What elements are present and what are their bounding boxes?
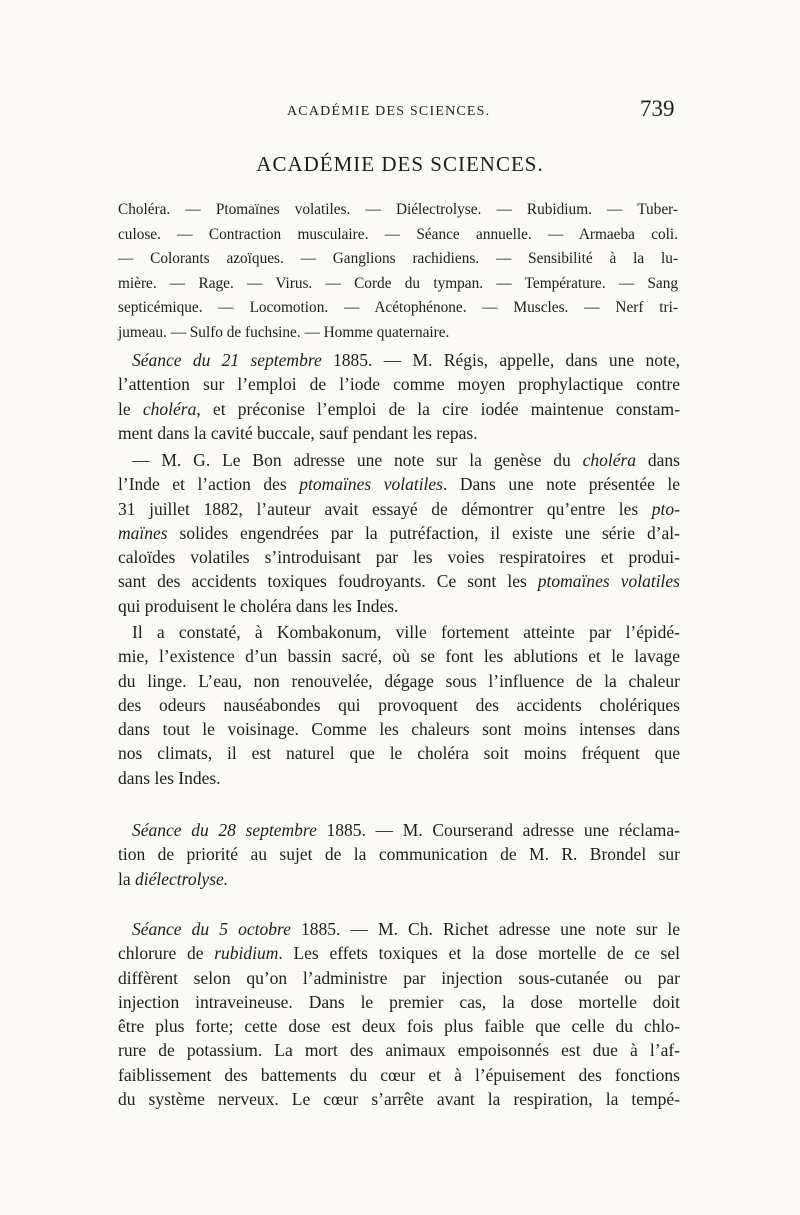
section-title: ACADÉMIE DES SCIENCES. <box>256 152 544 176</box>
page-number: 739 <box>640 96 675 121</box>
paragraph-kombakonum <box>118 620 680 790</box>
paragraph-line: tion de priorité au sujet de la communication de M. R. Brondel sur <box>118 844 680 865</box>
paragraph-line: faiblissement des battements du cœur et à l’épuisement des fonctions <box>118 1064 680 1085</box>
paragraph-line: injection intraveineuse. Dans le premier cas, la dose mortelle doit <box>118 991 680 1012</box>
italic-term: choléra <box>142 398 197 419</box>
text-run: 1885. — M. Ch. Richet adresse une note sur le <box>290 919 680 939</box>
text-run: 1885. — M. Courserand adresse une réclama- <box>316 820 680 840</box>
italic-term: ptomaïnes volatiles <box>537 571 680 592</box>
text-run: l’Inde et l’action des <box>118 474 300 495</box>
italic-term: choléra <box>582 450 637 470</box>
text-run: chlorure de <box>118 943 215 964</box>
running-title: ACADÉMIE DES SCIENCES. <box>287 104 491 119</box>
summary-line: mière. — Rage. — Virus. — Corde du tympan. — Température. — Sang <box>118 274 678 292</box>
text-run: 31 juillet 1882, l’auteur avait essayé de démontrer qu’entre les <box>118 498 652 519</box>
paragraph-line: ment dans la cavité buccale, sauf pendant les repas. <box>118 422 478 443</box>
paragraph-line: Il a constaté, à Kombakonum, ville fortement atteinte par l’épidé- <box>132 622 680 642</box>
paragraph-line: être plus forte; cette dose est deux fois plus faible que celle du chlo- <box>118 1016 680 1037</box>
paragraph-line <box>118 448 680 472</box>
summary-line: — Colorants azoïques. — Ganglions rachidiens. — Sensibilité à la lu- <box>118 250 678 268</box>
paragraph-line: des odeurs nauséabondes qui provoquent des accidents cholériques <box>118 694 680 715</box>
paragraph-line: dans les Indes. <box>118 767 221 788</box>
text-run: — M. G. Le Bon adresse une note sur la genèse du <box>132 450 583 470</box>
paragraph-line: dans tout le voisinage. Comme les chaleurs sont moins intenses dans <box>118 719 680 740</box>
text-run: , et préconise l’emploi de la cire iodée maintenue constam- <box>196 398 680 419</box>
paragraph-line <box>118 867 680 891</box>
paragraph-line <box>118 497 680 521</box>
text-run: dans <box>636 450 680 470</box>
summary-line: septicémique. — Locomotion. — Acétophénone. — Muscles. — Nerf tri- <box>118 299 678 317</box>
paragraph-line: du système nerveux. Le cœur s’arrête avant la respiration, la tempé- <box>118 1089 680 1110</box>
paragraph-line <box>118 818 680 842</box>
seance-date: Séance du 28 septembre <box>132 820 317 840</box>
paragraph-line: du linge. L’eau, non renouvelée, dégage sous l’influence de la chaleur <box>118 670 680 691</box>
italic-term: diélectrolyse. <box>135 868 229 889</box>
paragraph-seance-5-octobre <box>118 917 680 1111</box>
paragraph-line <box>118 521 680 545</box>
text-run: . Les effets toxiques et la dose mortelle de ce sel <box>278 943 680 964</box>
paragraph-line <box>118 941 680 965</box>
text-run: sant des accidents toxiques foudroyants. Ce sont les <box>118 571 538 592</box>
paragraph-line: caloïdes volatiles s’introduisant par les voies respiratoires et produi- <box>118 547 680 568</box>
italic-term: maïnes <box>118 522 168 543</box>
paragraph-line: diffèrent selon qu’on l’administre par injection sous-cutanée ou par <box>118 967 680 988</box>
paragraph-line <box>118 348 680 372</box>
paragraph-line <box>118 472 680 496</box>
text-run: 1885. — M. Régis, appelle, dans une note, <box>321 350 680 370</box>
seance-date: Séance du 21 septembre <box>132 350 322 370</box>
paragraph-line: nos climats, il est naturel que le choléra soit moins fréquent que <box>118 743 680 764</box>
summary-line: Choléra. — Ptomaïnes volatiles. — Diélectrolyse. — Rubidium. — Tuber- <box>118 201 678 218</box>
paragraph-line: mie, l’existence d’un bassin sacré, où se font les ablutions et le lavage <box>118 646 680 667</box>
running-head <box>0 96 800 126</box>
seance-date: Séance du 5 octobre <box>132 919 291 939</box>
paragraph-seance-28-septembre <box>118 818 680 891</box>
text-run: . Dans une note présentée le <box>443 474 680 495</box>
summary-topics <box>118 198 678 346</box>
paragraph-le-bon <box>118 448 680 618</box>
text-run: solides engendrées par la putréfaction, il existe une série d’al- <box>167 522 680 543</box>
italic-term: pto- <box>651 498 680 519</box>
text-run: la <box>118 868 136 889</box>
paragraph-line <box>118 917 680 941</box>
italic-term: ptomaïnes volatiles <box>299 474 443 495</box>
paragraph-line: l’attention sur l’emploi de l’iode comme moyen prophylactique contre <box>118 374 680 395</box>
paragraph-line <box>118 397 680 421</box>
paragraph-line: qui produisent le choléra dans les Indes. <box>118 595 399 616</box>
paragraph-seance-21-septembre <box>118 348 680 445</box>
paragraph-line <box>118 569 680 593</box>
italic-term: rubidium <box>214 943 279 964</box>
text-run: le <box>118 398 143 419</box>
summary-line: culose. — Contraction musculaire. — Séance annuelle. — Armaeba coli. <box>118 225 678 243</box>
summary-line: jumeau. — Sulfo de fuchsine. — Homme quaternaire. <box>118 323 450 341</box>
paragraph-line: rure de potassium. La mort des animaux empoisonnés est due à l’af- <box>118 1040 680 1061</box>
